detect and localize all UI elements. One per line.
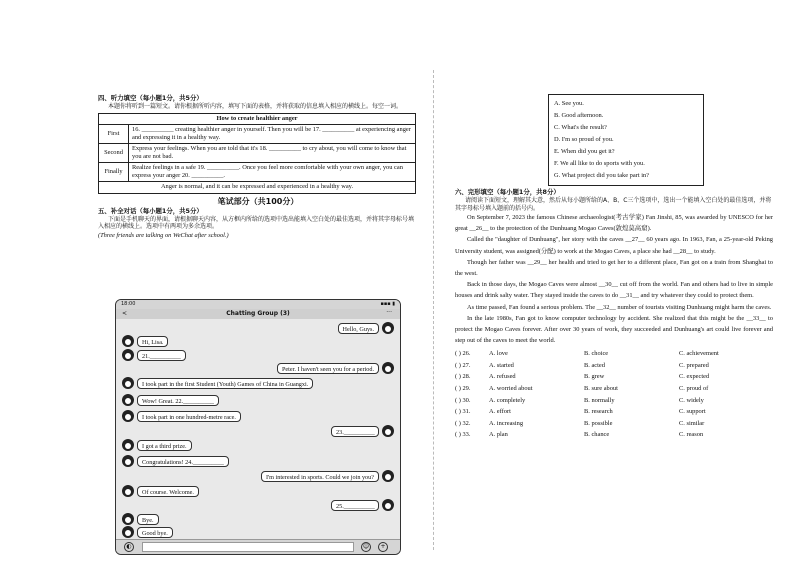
message-bubble: Peter. I haven't seen you for a period.	[277, 363, 379, 374]
row-label: Finally	[99, 162, 129, 181]
status-signal-icon: ▪▪▪ ▮	[380, 301, 395, 307]
row-text: 16. __________ creating healthier anger in yourself. Then you will be 17. __________ at experiencing anger and expressing it in a healthy way.	[129, 124, 416, 143]
option-c: C. prepared	[679, 361, 709, 369]
option-item: E. When did you get it?	[554, 148, 615, 155]
chat-message	[122, 513, 159, 525]
page-fold-divider	[433, 70, 434, 550]
option-a: A. love	[489, 350, 508, 358]
option-c: C. similar	[679, 419, 705, 427]
row-label: First	[99, 124, 129, 143]
cloze-paragraph: Though her father was __29__ her health and tried to get her to a different place, Fan got on a train from Shanghai to the west.	[455, 258, 773, 278]
chat-message	[331, 425, 394, 437]
option-item: F. We all like to do sports with you.	[554, 160, 645, 167]
option-b: B. normally	[584, 396, 615, 404]
message-bubble: Wow! Great. 22.__________	[137, 395, 219, 406]
chat-input-bar	[116, 539, 400, 554]
question-row	[455, 395, 773, 407]
chat-message	[122, 349, 186, 361]
status-time: 18:00	[121, 301, 136, 307]
row-text: Realize feelings in a safe 19. __________. Once you feel more comfortable with your own anger, you can express your anger 20. __________.	[129, 162, 416, 181]
cloze-questions	[455, 348, 773, 441]
chat-message	[261, 470, 394, 482]
avatar	[122, 335, 134, 347]
chat-message	[122, 455, 229, 467]
chat-message	[122, 377, 313, 389]
message-bubble: Good bye.	[137, 527, 173, 538]
option-b: B. research	[584, 408, 613, 416]
option-item: B. Good afternoon.	[554, 112, 604, 119]
avatar	[382, 425, 394, 437]
chat-message	[122, 439, 192, 451]
back-icon[interactable]: <	[122, 310, 128, 317]
cloze-paragraph: In the late 1980s, Fan got to know computer technology by accident. She realized that this might be the __33__ to protect the Mogao Caves forever. After over 30 years of work, they succeeded and Dunhuang's art could live forever and step out of the caves to meet the world.	[455, 314, 773, 345]
question-number[interactable]: ( ) 29.	[455, 385, 471, 393]
option-b: B. grew	[584, 373, 605, 381]
avatar	[122, 410, 134, 422]
chat-title-bar	[116, 309, 400, 319]
written-section-title: 笔试部分（共100分）	[217, 196, 299, 206]
option-item: D. I'm so proud of you.	[554, 136, 614, 143]
avatar	[122, 526, 134, 538]
message-bubble: 23.__________	[331, 426, 379, 437]
message-bubble: Hello, Guys.	[338, 323, 379, 334]
cloze-paragraph: Called the "daughter of Dunhuang", her story with the caves __27__ 60 years ago. In 1963, Fan, a 25-year-old Peking University student, was assigned(分配) to work at the Mogao Caves, a place she had __28__ to study.	[455, 236, 773, 255]
listening-table	[98, 113, 416, 194]
chat-message	[122, 485, 199, 497]
option-b: B. choice	[584, 350, 609, 358]
option-a: A. started	[489, 361, 514, 369]
option-c: C. widely	[679, 396, 704, 404]
chat-message	[122, 526, 173, 538]
table-row	[99, 124, 416, 143]
chat-message	[122, 410, 241, 422]
message-bubble: Bye.	[137, 514, 159, 525]
option-a: A. plan	[489, 431, 508, 439]
option-a: A. effort	[489, 408, 511, 416]
question-number[interactable]: ( ) 28.	[455, 373, 471, 381]
phone-status-bar	[116, 300, 400, 309]
message-input[interactable]	[142, 542, 354, 552]
question-row	[455, 383, 773, 395]
emoji-icon[interactable]: ☺	[362, 543, 370, 550]
chat-message	[122, 394, 219, 406]
cloze-heading: 六、完形填空（每小题1分，共8分）	[455, 188, 560, 196]
option-c: C. expected	[679, 373, 710, 381]
question-row	[455, 360, 773, 372]
option-a: A. refused	[489, 373, 516, 381]
avatar	[122, 394, 134, 406]
dialogue-heading: 五、补全对话（每小题1分，共5分）	[98, 206, 203, 215]
message-bubble: I'm interested in sports. Could we join you?	[261, 471, 379, 482]
cloze-instruction: 请阅读下面短文，理解其大意，然后从每小题所给的A、B、C三个选项中，选出一个能填入空白处的最佳选项，并将其字母标号填入题前的括号内。	[455, 197, 772, 212]
chat-message	[277, 362, 394, 374]
avatar	[382, 499, 394, 511]
option-a: A. worried about	[489, 385, 533, 393]
voice-icon[interactable]: ◐	[124, 542, 134, 552]
option-item: A. See you.	[554, 100, 584, 107]
dialogue-options-box	[548, 94, 704, 186]
add-icon[interactable]: +	[378, 542, 388, 552]
question-number[interactable]: ( ) 27.	[455, 361, 471, 369]
cloze-paragraph: Back in those days, the Mogao Caves were almost __30__ cut off from the world. Fan and others had to live in simple houses and drink salty water. They stayed inside the caves to do __31__ and try whatever they could to protect them.	[455, 281, 773, 300]
avatar	[122, 439, 134, 451]
chat-title: Chatting Group (3)	[226, 310, 290, 317]
phone-chat-screen	[115, 299, 401, 555]
chat-message	[331, 499, 394, 511]
option-c: C. proud of	[679, 385, 709, 393]
table-row	[99, 143, 416, 162]
dialogue-intro: (Three friends are talking on WeChat after school.)	[98, 231, 229, 239]
more-icon[interactable]: ···	[386, 309, 392, 316]
dialogue-instruction: 下面是手机聊天的界面，请根据聊天内容，从方框内所给的选项中选出能填入空白处的最佳选项，并将其字母标号填入相应的横线上。选项中有两项为多余选项。	[98, 215, 415, 230]
question-number[interactable]: ( ) 26.	[455, 350, 471, 358]
question-row	[455, 418, 773, 430]
chat-message	[338, 322, 394, 334]
row-text: Express your feelings. When you are told that it's 18. __________ to cry about, you will come to know that you are not bad.	[129, 143, 416, 162]
option-a: A. completely	[489, 396, 526, 404]
question-number[interactable]: ( ) 30.	[455, 396, 471, 404]
listening-heading: 四、听力填空（每小题1分，共5分）	[98, 94, 203, 102]
option-b: B. acted	[584, 361, 605, 369]
cloze-paragraph: On September 7, 2023 the famous Chinese archaeologist(考古学家) Fan Jinshi, 85, was awarded by UNESCO for her great __26__ to the protection of the Dunhuang Mogao Caves(敦煌莫高窟).	[455, 214, 773, 233]
option-c: C. achievement	[679, 350, 719, 358]
question-number[interactable]: ( ) 31.	[455, 408, 471, 416]
option-item: C. What's the result?	[554, 124, 607, 131]
message-bubble: Of course. Welcome.	[137, 486, 199, 497]
message-bubble: Congratulations! 24.__________	[137, 456, 229, 467]
question-row	[455, 372, 773, 384]
option-c: C. support	[679, 408, 706, 416]
chat-message	[122, 335, 168, 347]
question-row	[455, 348, 773, 360]
option-b: B. sure about	[584, 385, 618, 393]
message-bubble: Hi, Lisa.	[137, 336, 168, 347]
avatar	[122, 513, 134, 525]
cloze-paragraph: As time passed, Fan found a serious problem. The __32__ number of tourists visiting Dunhuang might harm the caves.	[467, 303, 772, 311]
listening-instruction: 本题你将听到一篇短文。请你根据所听内容，填写下面的表格，并将获取的信息填入相应的横线上。每空一词。	[108, 103, 403, 110]
question-row	[455, 406, 773, 418]
option-b: B. possible	[584, 419, 613, 427]
option-a: A. increasing	[489, 419, 524, 427]
left-column	[98, 94, 418, 240]
avatar	[122, 455, 134, 467]
message-bubble: 25.__________	[331, 500, 379, 511]
option-b: B. chance	[584, 431, 610, 439]
avatar	[382, 362, 394, 374]
table-row	[99, 162, 416, 181]
table-title: How to create healthier anger	[99, 113, 416, 124]
option-c: C. reason	[679, 431, 704, 439]
option-item: G. What project did you take part in?	[554, 172, 650, 179]
question-number[interactable]: ( ) 33.	[455, 431, 471, 439]
table-footer: Anger is normal, and it can be expressed and experienced in a healthy way.	[99, 181, 416, 193]
question-number[interactable]: ( ) 32.	[455, 419, 471, 427]
avatar	[122, 485, 134, 497]
avatar	[382, 322, 394, 334]
message-bubble: I got a third prize.	[137, 440, 192, 451]
question-row	[455, 430, 773, 442]
avatar	[122, 349, 134, 361]
message-bubble: 21.__________	[137, 350, 186, 361]
row-label: Second	[99, 143, 129, 162]
message-bubble: I took part in one hundred-metre race.	[137, 411, 241, 422]
right-column	[455, 186, 773, 441]
message-bubble: I took part in the first Student (Youth) Games of China in Guangxi.	[137, 378, 313, 389]
avatar	[122, 377, 134, 389]
avatar	[382, 470, 394, 482]
